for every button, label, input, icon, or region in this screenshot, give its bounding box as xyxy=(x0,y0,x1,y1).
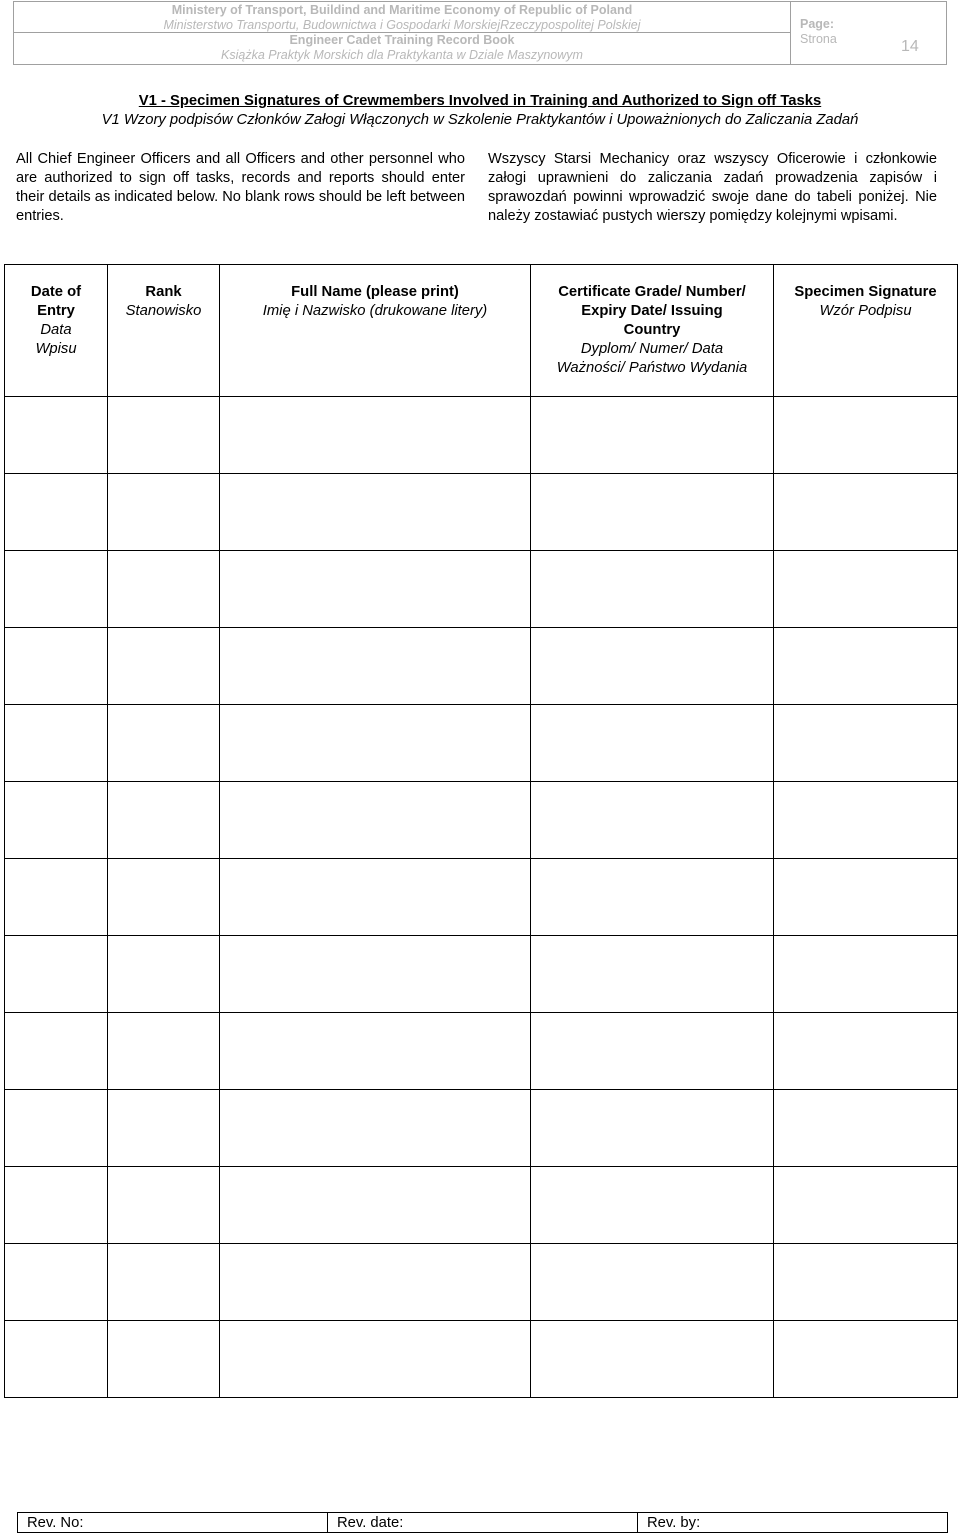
table-cell[interactable] xyxy=(220,859,531,936)
table-cell[interactable] xyxy=(220,782,531,859)
column-header-signature xyxy=(774,265,958,397)
table-cell[interactable] xyxy=(5,628,108,705)
column-header-rank xyxy=(108,265,220,397)
table-cell[interactable] xyxy=(108,628,220,705)
table-cell[interactable] xyxy=(220,705,531,782)
table-cell[interactable] xyxy=(774,1244,958,1321)
table-cell[interactable] xyxy=(220,1244,531,1321)
table-cell[interactable] xyxy=(774,1090,958,1167)
table-cell[interactable] xyxy=(220,474,531,551)
page-label xyxy=(800,17,837,47)
signature-header-en: Specimen Signature xyxy=(794,284,937,300)
table-cell[interactable] xyxy=(531,705,774,782)
book-title-pl: Książka Praktyk Morskich dla Praktykanta w Dziale Maszynowym xyxy=(221,47,583,62)
table-cell[interactable] xyxy=(220,936,531,1013)
table-cell[interactable] xyxy=(5,1090,108,1167)
signature-header-pl: Wzór Podpisu xyxy=(819,303,912,319)
table-header-row xyxy=(5,265,958,397)
table-cell[interactable] xyxy=(774,1167,958,1244)
table-cell[interactable] xyxy=(5,1167,108,1244)
table-body xyxy=(5,397,958,1398)
ministry-pl: Ministerstwo Transportu, Budownictwa i Gospodarki MorskiejRzeczypospolitej Polskiej xyxy=(163,17,641,32)
table-row xyxy=(5,628,958,705)
table-row xyxy=(5,705,958,782)
table-cell[interactable] xyxy=(108,705,220,782)
table-cell[interactable] xyxy=(531,1244,774,1321)
page-header xyxy=(13,1,947,65)
table-cell[interactable] xyxy=(5,1013,108,1090)
table-cell[interactable] xyxy=(531,397,774,474)
table-cell[interactable] xyxy=(774,782,958,859)
name-header-en: Full Name (please print) xyxy=(291,284,459,300)
table-row xyxy=(5,782,958,859)
table-cell[interactable] xyxy=(531,474,774,551)
table-cell[interactable] xyxy=(108,859,220,936)
table-row xyxy=(5,936,958,1013)
table-cell[interactable] xyxy=(5,474,108,551)
date-header-pl-1: Data xyxy=(40,322,72,338)
table-cell[interactable] xyxy=(220,628,531,705)
table-cell[interactable] xyxy=(108,1321,220,1398)
table-cell[interactable] xyxy=(774,628,958,705)
cert-header-pl-1: Dyplom/ Numer/ Data xyxy=(580,341,724,357)
rank-header-pl: Stanowisko xyxy=(125,303,202,319)
table-cell[interactable] xyxy=(5,397,108,474)
table-cell[interactable] xyxy=(531,1167,774,1244)
table-cell[interactable] xyxy=(774,1321,958,1398)
cert-header-en-3: Country xyxy=(623,322,681,338)
table-cell[interactable] xyxy=(220,1090,531,1167)
table-cell[interactable] xyxy=(108,474,220,551)
table-cell[interactable] xyxy=(5,782,108,859)
table-cell[interactable] xyxy=(108,1013,220,1090)
table-cell[interactable] xyxy=(531,1013,774,1090)
table-cell[interactable] xyxy=(774,936,958,1013)
column-header-full-name xyxy=(220,265,531,397)
table-row xyxy=(5,1244,958,1321)
date-header-en-1: Date of xyxy=(30,284,82,300)
section-title-pl: V1 Wzory podpisów Członków Załogi Włączonych w Szkolenie Praktykantów i Upoważnionych do Zaliczania Zadań xyxy=(101,112,859,128)
table-cell[interactable] xyxy=(108,1244,220,1321)
table-cell[interactable] xyxy=(531,1321,774,1398)
table-cell[interactable] xyxy=(220,1013,531,1090)
table-cell[interactable] xyxy=(108,397,220,474)
table-cell[interactable] xyxy=(108,936,220,1013)
table-row xyxy=(5,1013,958,1090)
rev-by-field[interactable]: Rev. by: xyxy=(637,1513,947,1532)
table-row xyxy=(5,551,958,628)
table-cell[interactable] xyxy=(5,551,108,628)
table-cell[interactable] xyxy=(220,397,531,474)
date-header-pl-2: Wpisu xyxy=(35,341,77,357)
book-title-en: Engineer Cadet Training Record Book xyxy=(289,33,515,48)
date-header-en-2: Entry xyxy=(37,303,75,319)
page-box xyxy=(791,2,946,64)
table-cell[interactable] xyxy=(774,705,958,782)
table-row xyxy=(5,1167,958,1244)
table-cell[interactable] xyxy=(774,397,958,474)
table-row xyxy=(5,859,958,936)
specimen-signature-table xyxy=(4,264,958,1398)
intro-text-en: All Chief Engineer Officers and all Officers and other personnel who are authorized to sign off tasks, records and reports should enter their details as indicated below. No blank rows should be left between entries. xyxy=(16,151,465,224)
table-cell[interactable] xyxy=(531,936,774,1013)
table-cell[interactable] xyxy=(108,782,220,859)
table-cell[interactable] xyxy=(5,936,108,1013)
rank-header-en: Rank xyxy=(145,284,182,300)
cert-header-pl-2: Ważności/ Państwo Wydania xyxy=(556,360,748,376)
table-cell[interactable] xyxy=(5,705,108,782)
cert-header-en-2: Expiry Date/ Issuing xyxy=(581,303,723,319)
table-cell[interactable] xyxy=(774,551,958,628)
table-row xyxy=(5,474,958,551)
table-cell[interactable] xyxy=(774,1013,958,1090)
table-cell[interactable] xyxy=(5,1244,108,1321)
rev-no-field[interactable]: Rev. No: xyxy=(27,1515,84,1531)
page-label-pl: Strona xyxy=(800,32,837,46)
header-titles xyxy=(14,2,791,65)
table-cell[interactable] xyxy=(5,1321,108,1398)
rev-date-field[interactable]: Rev. date: xyxy=(327,1513,637,1532)
intro-text-pl: Wszyscy Starsi Mechanicy oraz wszyscy Oficerowie i członkowie załogi uprawnieni do zaliczania zadań prowadzenia zapisów i sprawozdań powinni wprowadzić swoje dane do tabeli poniżej. Nie należy zostawiać pustych wierszy pomiędzy kolejnymi wpisami. xyxy=(488,151,937,224)
table-cell[interactable] xyxy=(108,1090,220,1167)
revision-footer xyxy=(17,1512,948,1533)
table-cell[interactable] xyxy=(531,551,774,628)
table-cell[interactable] xyxy=(774,474,958,551)
table-cell[interactable] xyxy=(531,628,774,705)
table-cell[interactable] xyxy=(108,551,220,628)
cert-header-en-1: Certificate Grade/ Number/ xyxy=(558,284,746,300)
table-cell[interactable] xyxy=(774,859,958,936)
table-cell[interactable] xyxy=(220,551,531,628)
table-cell[interactable] xyxy=(531,1090,774,1167)
ministry-en: Ministery of Transport, Buildind and Maritime Economy of Republic of Poland xyxy=(171,3,633,17)
table-row xyxy=(5,1090,958,1167)
name-header-pl: Imię i Nazwisko (drukowane litery) xyxy=(262,303,488,319)
page-label-en: Page: xyxy=(800,17,835,31)
table-cell[interactable] xyxy=(531,859,774,936)
table-cell[interactable] xyxy=(531,782,774,859)
table-cell[interactable] xyxy=(220,1167,531,1244)
page-number: 14 xyxy=(901,38,919,55)
table-row xyxy=(5,1321,958,1398)
column-header-certificate xyxy=(531,265,774,397)
table-cell[interactable] xyxy=(5,859,108,936)
table-cell[interactable] xyxy=(220,1321,531,1398)
table-cell[interactable] xyxy=(108,1167,220,1244)
table-row xyxy=(5,397,958,474)
section-title-en: V1 - Specimen Signatures of Crewmembers Involved in Training and Authorized to Sign off Tasks xyxy=(138,93,822,109)
column-header-date xyxy=(5,265,108,397)
